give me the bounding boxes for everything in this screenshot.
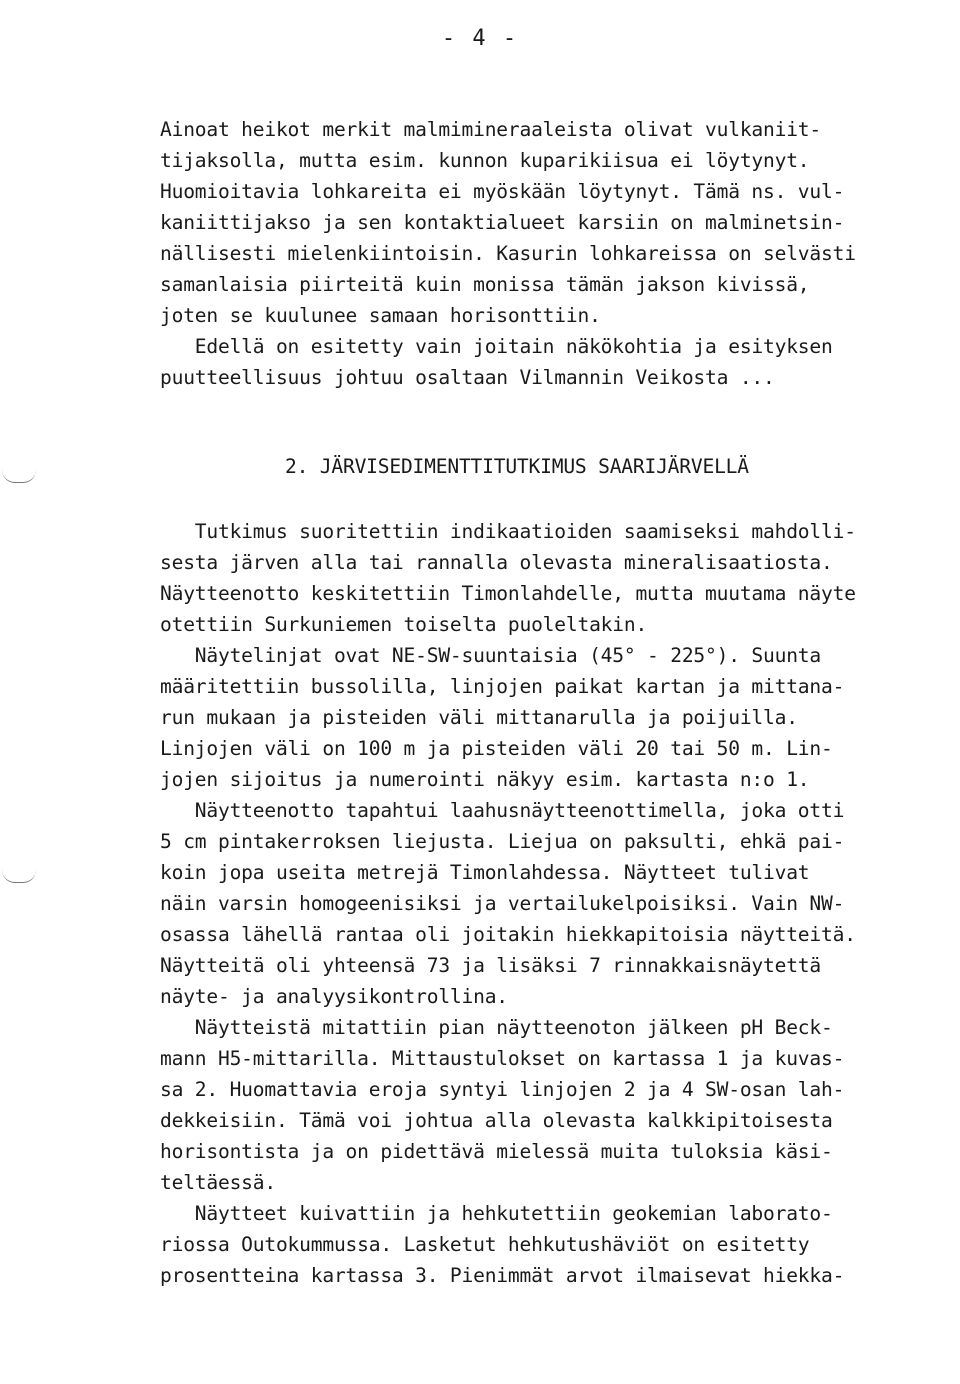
text-line: 5 cm pintakerroksen liejusta. Liejua on paksulti, ehkä pai-: [160, 830, 845, 853]
text-line: koin jopa useita metrejä Timonlahdessa. Näytteet tulivat: [160, 861, 810, 884]
page-number: - 4 -: [441, 26, 519, 51]
text-line: Edellä on esitetty vain joitain näkökohtia ja esityksen: [160, 335, 833, 358]
text-line: horisontista ja on pidettävä mielessä muita tuloksia käsi-: [160, 1140, 833, 1163]
text-line: Ainoat heikot merkit malmimineraaleista olivat vulkaniit-: [160, 118, 821, 141]
text-line: Tutkimus suoritettiin indikaatioiden saamiseksi mahdolli-: [160, 520, 856, 543]
text-line: näin varsin homogeenisiksi ja vertailukelpoisiksi. Vain NW-: [160, 892, 845, 915]
text-line: Näytteistä mitattiin pian näytteenoton jälkeen pH Beck-: [160, 1016, 833, 1039]
text-line: dekkeisiin. Tämä voi johtua alla olevasta kalkkipitoisesta: [160, 1109, 833, 1132]
text-line: sesta järven alla tai rannalla olevasta mineralisaatiosta.: [160, 551, 833, 574]
text-line: sa 2. Huomattavia eroja syntyi linjojen 2 ja 4 SW-osan lah-: [160, 1078, 845, 1101]
text-line: otettiin Surkuniemen toiselta puoleltakin.: [160, 613, 648, 636]
text-line: riossa Outokummussa. Lasketut hehkutushäviöt on esitetty: [160, 1233, 810, 1256]
text-line: Näytteenotto tapahtui laahusnäytteenottimella, joka otti: [160, 799, 845, 822]
text-line: näyte- ja analyysikontrollina.: [160, 985, 508, 1008]
text-line: Huomioitavia lohkareita ei myöskään löytynyt. Tämä ns. vul-: [160, 180, 845, 203]
text-line: tijaksolla, mutta esim. kunnon kuparikiisua ei löytynyt.: [160, 149, 810, 172]
paragraph-1: [160, 114, 920, 393]
text-line: prosentteina kartassa 3. Pienimmät arvot ilmaisevat hiekka-: [160, 1264, 845, 1287]
text-line: puutteellisuus johtuu osaltaan Vilmannin Veikosta ...: [160, 366, 775, 389]
margin-mark: [2, 870, 36, 883]
margin-mark: [2, 470, 36, 483]
text-line: run mukaan ja pisteiden väli mittanarulla ja poijuilla.: [160, 706, 798, 729]
text-line: teltäessä.: [160, 1171, 276, 1194]
text-line: samanlaisia piirteitä kuin monissa tämän jakson kivissä,: [160, 273, 810, 296]
text-line: jojen sijoitus ja numerointi näkyy esim. kartasta n:o 1.: [160, 768, 810, 791]
text-line: mann H5-mittarilla. Mittaustulokset on kartassa 1 ja kuvas-: [160, 1047, 845, 1070]
text-line: kaniittijakso ja sen kontaktialueet karsiin on malminetsin-: [160, 211, 845, 234]
text-line: Näytelinjat ovat NE-SW-suuntaisia (45° - 225°). Suunta: [160, 644, 821, 667]
text-line: nällisesti mielenkiintoisin. Kasurin lohkareissa on selvästi: [160, 242, 856, 265]
text-line: Näytteet kuivattiin ja hehkutettiin geokemian laborato-: [160, 1202, 833, 1225]
text-line: Näytteitä oli yhteensä 73 ja lisäksi 7 rinnakkaisnäytettä: [160, 954, 821, 977]
text-line: määritettiin bussolilla, linjojen paikat kartan ja mittana-: [160, 675, 845, 698]
text-line: joten se kuulunee samaan horisonttiin.: [160, 304, 601, 327]
text-line: Näytteenotto keskitettiin Timonlahdelle, mutta muutama näyte: [160, 582, 856, 605]
text-line: osassa lähellä rantaa oli joitakin hiekkapitoisia näytteitä.: [160, 923, 856, 946]
text-line: Linjojen väli on 100 m ja pisteiden väli 20 tai 50 m. Lin-: [160, 737, 833, 760]
paragraph-2: [160, 516, 920, 1291]
section-heading: 2. JÄRVISEDIMENTTITUTKIMUS SAARIJÄRVELLÄ: [285, 455, 749, 478]
